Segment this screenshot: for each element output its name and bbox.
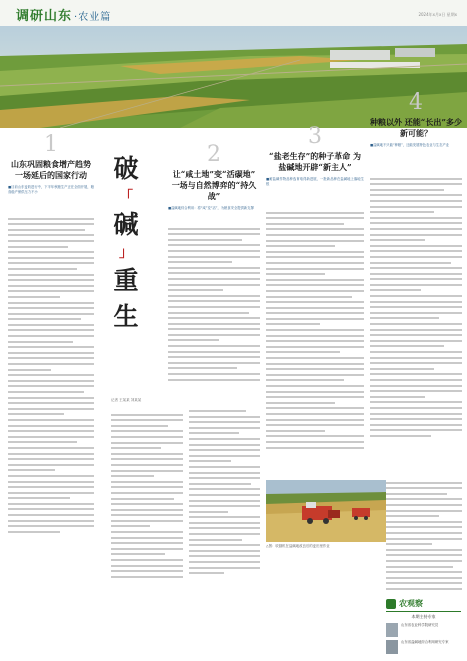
section-lead: ■盐碱地综合利用：将“咸”变“活”，为粮食安全提供新支撑 xyxy=(168,206,254,210)
article-body-col4-lower xyxy=(386,478,462,594)
badge-icon xyxy=(386,599,396,609)
avatar xyxy=(386,640,398,654)
avatar xyxy=(386,623,398,637)
section-heading: 种粮以外 还能“长出”多少新可能？ xyxy=(370,117,462,138)
photo-caption: △图：收割机在盐碱地改良后的麦田里作业 xyxy=(266,544,330,548)
expert-box-title: 农观察 xyxy=(399,598,423,608)
section-4 xyxy=(370,90,462,148)
section-lead: ■盐碱地不只能“种粮”，还能发展特色农业与生态产业 xyxy=(370,143,450,147)
section-2 xyxy=(168,142,260,211)
title-char: 碱 xyxy=(113,210,139,239)
title-char: 重 xyxy=(113,266,139,295)
title-char: 生 xyxy=(113,302,139,331)
article-body-col2 xyxy=(168,224,260,394)
section-number: 4 xyxy=(409,90,423,115)
expert-desc: 山东省盐碱地综合利用研究专家 xyxy=(401,640,449,644)
expert-box xyxy=(386,598,461,656)
section-title xyxy=(16,5,111,24)
section-title-sub: ·农业篇 xyxy=(74,12,112,23)
page-date: 2024年x月x日 星期x xyxy=(418,12,457,17)
section-number: 1 xyxy=(44,132,58,157)
section-title-main: 调研山东 xyxy=(16,9,73,24)
title-char: 破 xyxy=(113,154,139,183)
section-lead: ■耐盐碱作物品种选育取得新进展，一批新品种在盐碱地上落地生根 xyxy=(266,177,364,186)
section-1 xyxy=(8,132,94,195)
section-heading: 山东巩固粮食增产趋势 一场延后的国家行动 xyxy=(11,159,91,180)
title-quote-close: 」 xyxy=(119,245,133,261)
page-header xyxy=(0,0,467,27)
expert-box-header xyxy=(386,598,461,609)
expert-box-tagline: 本期主持专家 xyxy=(411,614,436,619)
section-number: 3 xyxy=(308,124,322,149)
section-heading: 让“咸土地”变“活碳地” 一场与自然博弈的“持久战” xyxy=(171,169,257,201)
expert-row-2 xyxy=(386,640,461,654)
section-lead: ■目前山东麦收进行中，下半年秋粮生产正在全面开展，粮食稳产保供压力不小 xyxy=(8,185,94,194)
byline: 记者 王某某 刘某某 xyxy=(111,398,142,402)
divider xyxy=(386,611,461,612)
section-3 xyxy=(266,124,364,187)
article-body-col3 xyxy=(266,208,364,478)
harvest-photo xyxy=(266,480,386,542)
feature-vertical-title xyxy=(111,151,141,335)
expert-desc: 山东省农业科学院研究员 xyxy=(401,623,439,627)
section-number: 2 xyxy=(207,142,221,167)
title-quote-open: 「 xyxy=(119,189,133,205)
article-body-lower xyxy=(111,410,260,658)
article-body-col4 xyxy=(370,174,462,474)
section-heading: “盐老生存”的种子革命 为盐碱地开辟“新主人” xyxy=(269,151,361,172)
article-body-col1 xyxy=(8,214,94,658)
expert-row-1 xyxy=(386,623,461,637)
